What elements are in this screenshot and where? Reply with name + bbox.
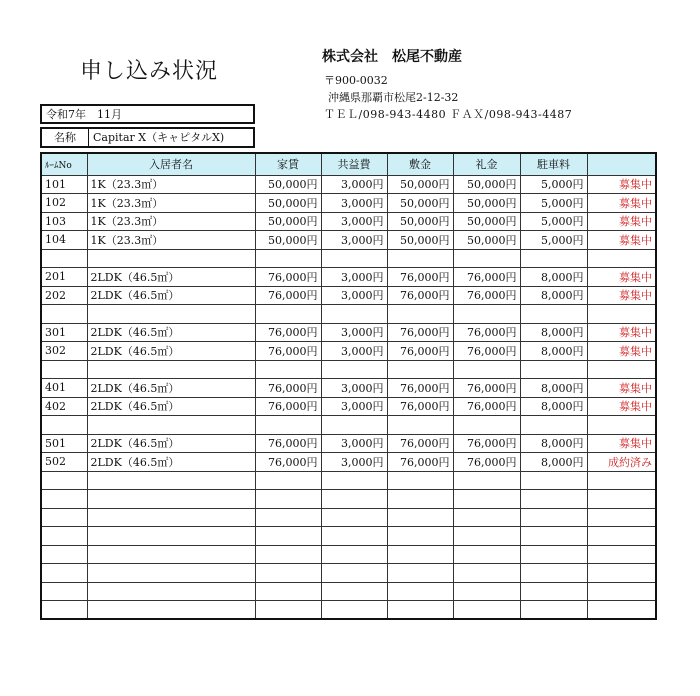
cell-tenant: 2LDK（46.5㎡） xyxy=(87,323,255,342)
cell-room-no: 401 xyxy=(41,379,87,398)
cell-key-money: 50,000円 xyxy=(453,231,520,250)
cell-status xyxy=(587,490,656,509)
table-row xyxy=(41,379,656,398)
cell-rent xyxy=(255,545,321,564)
header-rent: 家賃 xyxy=(255,153,321,175)
cell-rent: 50,000円 xyxy=(255,194,321,213)
cell-common-fee xyxy=(321,601,387,620)
cell-tenant xyxy=(87,545,255,564)
cell-status xyxy=(587,508,656,527)
cell-deposit: 76,000円 xyxy=(387,453,453,472)
cell-common-fee: 3,000円 xyxy=(321,175,387,194)
cell-status: 募集中 xyxy=(587,434,656,453)
cell-room-no: 301 xyxy=(41,323,87,342)
cell-tenant: 1K（23.3㎡） xyxy=(87,194,255,213)
cell-deposit: 76,000円 xyxy=(387,379,453,398)
cell-deposit: 50,000円 xyxy=(387,231,453,250)
table-row xyxy=(41,194,656,213)
cell-parking xyxy=(520,564,587,583)
cell-key-money xyxy=(453,471,520,490)
table-row xyxy=(41,360,656,379)
cell-key-money: 76,000円 xyxy=(453,286,520,305)
cell-rent xyxy=(255,508,321,527)
cell-room-no: 302 xyxy=(41,342,87,361)
cell-parking xyxy=(520,471,587,490)
cell-status xyxy=(587,527,656,546)
cell-deposit: 76,000円 xyxy=(387,268,453,287)
cell-room-no: 402 xyxy=(41,397,87,416)
company-postal: 〒900-0032 xyxy=(324,74,388,87)
cell-status xyxy=(587,360,656,379)
cell-tenant xyxy=(87,601,255,620)
cell-parking xyxy=(520,490,587,509)
table-row xyxy=(41,323,656,342)
cell-common-fee xyxy=(321,564,387,583)
cell-rent xyxy=(255,305,321,324)
cell-status: 募集中 xyxy=(587,342,656,361)
cell-common-fee xyxy=(321,416,387,435)
cell-common-fee: 3,000円 xyxy=(321,231,387,250)
cell-deposit xyxy=(387,545,453,564)
cell-tenant xyxy=(87,305,255,324)
cell-common-fee xyxy=(321,305,387,324)
cell-room-no: 201 xyxy=(41,268,87,287)
table-row xyxy=(41,471,656,490)
cell-parking: 5,000円 xyxy=(520,212,587,231)
cell-parking xyxy=(520,601,587,620)
cell-tenant: 1K（23.3㎡） xyxy=(87,212,255,231)
cell-deposit: 76,000円 xyxy=(387,323,453,342)
table-row xyxy=(41,508,656,527)
cell-rent xyxy=(255,527,321,546)
cell-room-no xyxy=(41,360,87,379)
cell-room-no: 501 xyxy=(41,434,87,453)
cell-rent: 76,000円 xyxy=(255,434,321,453)
cell-status: 募集中 xyxy=(587,212,656,231)
cell-status xyxy=(587,601,656,620)
cell-parking xyxy=(520,305,587,324)
cell-key-money xyxy=(453,490,520,509)
cell-parking xyxy=(520,416,587,435)
cell-parking xyxy=(520,545,587,564)
cell-tenant xyxy=(87,508,255,527)
cell-room-no: 502 xyxy=(41,453,87,472)
cell-status: 募集中 xyxy=(587,397,656,416)
cell-key-money: 76,000円 xyxy=(453,323,520,342)
cell-parking xyxy=(520,527,587,546)
cell-tenant xyxy=(87,527,255,546)
cell-parking: 8,000円 xyxy=(520,323,587,342)
cell-common-fee xyxy=(321,508,387,527)
cell-tenant xyxy=(87,360,255,379)
cell-parking: 8,000円 xyxy=(520,397,587,416)
cell-tenant xyxy=(87,490,255,509)
cell-common-fee: 3,000円 xyxy=(321,212,387,231)
cell-status: 募集中 xyxy=(587,286,656,305)
cell-key-money: 76,000円 xyxy=(453,453,520,472)
cell-common-fee xyxy=(321,490,387,509)
cell-status: 募集中 xyxy=(587,379,656,398)
cell-room-no xyxy=(41,527,87,546)
cell-deposit xyxy=(387,305,453,324)
cell-rent xyxy=(255,249,321,268)
table-row xyxy=(41,212,656,231)
table-row xyxy=(41,342,656,361)
cell-parking: 8,000円 xyxy=(520,286,587,305)
cell-rent xyxy=(255,471,321,490)
cell-tenant: 2LDK（46.5㎡） xyxy=(87,268,255,287)
table-row xyxy=(41,564,656,583)
cell-rent xyxy=(255,416,321,435)
header-parking: 駐車料 xyxy=(520,153,587,175)
table-row xyxy=(41,268,656,287)
cell-room-no xyxy=(41,416,87,435)
cell-key-money xyxy=(453,527,520,546)
table-row xyxy=(41,527,656,546)
cell-key-money: 76,000円 xyxy=(453,342,520,361)
cell-common-fee xyxy=(321,249,387,268)
header-tenant: 入居者名 xyxy=(87,153,255,175)
cell-status xyxy=(587,305,656,324)
cell-status xyxy=(587,416,656,435)
cell-rent: 76,000円 xyxy=(255,323,321,342)
table-row xyxy=(41,305,656,324)
table-row xyxy=(41,231,656,250)
cell-parking xyxy=(520,508,587,527)
cell-rent: 76,000円 xyxy=(255,342,321,361)
property-name-label: 名称 xyxy=(42,129,89,146)
cell-key-money xyxy=(453,545,520,564)
cell-room-no: 102 xyxy=(41,194,87,213)
table-row xyxy=(41,490,656,509)
page-title: 申し込み状況 xyxy=(80,59,219,84)
cell-room-no xyxy=(41,508,87,527)
table-row xyxy=(41,416,656,435)
cell-status: 募集中 xyxy=(587,231,656,250)
cell-rent: 76,000円 xyxy=(255,453,321,472)
table-row xyxy=(41,434,656,453)
cell-deposit xyxy=(387,527,453,546)
cell-key-money xyxy=(453,508,520,527)
cell-tenant: 2LDK（46.5㎡） xyxy=(87,286,255,305)
cell-key-money xyxy=(453,305,520,324)
cell-parking: 8,000円 xyxy=(520,342,587,361)
cell-common-fee: 3,000円 xyxy=(321,379,387,398)
cell-rent xyxy=(255,601,321,620)
cell-key-money: 50,000円 xyxy=(453,175,520,194)
vacancy-table xyxy=(40,152,657,620)
cell-tenant: 2LDK（46.5㎡） xyxy=(87,434,255,453)
cell-room-no xyxy=(41,601,87,620)
cell-room-no: 101 xyxy=(41,175,87,194)
cell-key-money: 50,000円 xyxy=(453,212,520,231)
header-key-money: 礼金 xyxy=(453,153,520,175)
cell-parking xyxy=(520,360,587,379)
cell-common-fee: 3,000円 xyxy=(321,286,387,305)
cell-common-fee: 3,000円 xyxy=(321,323,387,342)
cell-parking: 8,000円 xyxy=(520,434,587,453)
cell-tenant xyxy=(87,249,255,268)
table-row xyxy=(41,397,656,416)
cell-common-fee xyxy=(321,360,387,379)
cell-room-no: 103 xyxy=(41,212,87,231)
cell-deposit: 76,000円 xyxy=(387,342,453,361)
cell-rent: 76,000円 xyxy=(255,286,321,305)
table-row xyxy=(41,453,656,472)
cell-tenant: 2LDK（46.5㎡） xyxy=(87,342,255,361)
cell-rent xyxy=(255,360,321,379)
cell-rent: 76,000円 xyxy=(255,397,321,416)
cell-deposit: 76,000円 xyxy=(387,397,453,416)
header-status xyxy=(587,153,656,175)
cell-status xyxy=(587,564,656,583)
cell-parking: 5,000円 xyxy=(520,231,587,250)
cell-key-money xyxy=(453,360,520,379)
cell-rent xyxy=(255,582,321,601)
cell-status: 募集中 xyxy=(587,175,656,194)
cell-key-money: 76,000円 xyxy=(453,268,520,287)
cell-key-money: 50,000円 xyxy=(453,194,520,213)
property-name-value: Capitar X（キャピタルX) xyxy=(93,131,225,144)
cell-parking: 5,000円 xyxy=(520,175,587,194)
cell-common-fee: 3,000円 xyxy=(321,342,387,361)
cell-room-no xyxy=(41,249,87,268)
cell-tenant xyxy=(87,471,255,490)
property-name-box xyxy=(40,127,255,148)
cell-common-fee xyxy=(321,545,387,564)
table-row xyxy=(41,286,656,305)
table-row xyxy=(41,545,656,564)
cell-rent: 50,000円 xyxy=(255,175,321,194)
cell-status xyxy=(587,249,656,268)
cell-key-money xyxy=(453,249,520,268)
cell-common-fee: 3,000円 xyxy=(321,194,387,213)
company-name: 株式会社 松尾不動産 xyxy=(322,49,462,65)
table-header-row xyxy=(41,153,656,175)
header-deposit: 敷金 xyxy=(387,153,453,175)
cell-parking: 8,000円 xyxy=(520,268,587,287)
cell-room-no: 104 xyxy=(41,231,87,250)
table-row xyxy=(41,249,656,268)
cell-parking: 5,000円 xyxy=(520,194,587,213)
cell-rent: 76,000円 xyxy=(255,268,321,287)
cell-deposit xyxy=(387,360,453,379)
cell-key-money xyxy=(453,416,520,435)
cell-room-no xyxy=(41,564,87,583)
cell-room-no xyxy=(41,490,87,509)
cell-status xyxy=(587,545,656,564)
cell-room-no xyxy=(41,305,87,324)
cell-room-no xyxy=(41,545,87,564)
cell-key-money xyxy=(453,601,520,620)
cell-deposit xyxy=(387,249,453,268)
cell-deposit: 76,000円 xyxy=(387,434,453,453)
cell-parking: 8,000円 xyxy=(520,453,587,472)
cell-room-no xyxy=(41,582,87,601)
cell-status: 募集中 xyxy=(587,268,656,287)
cell-room-no: 202 xyxy=(41,286,87,305)
cell-deposit xyxy=(387,490,453,509)
cell-tenant: 2LDK（46.5㎡） xyxy=(87,453,255,472)
cell-key-money: 76,000円 xyxy=(453,397,520,416)
cell-status: 募集中 xyxy=(587,194,656,213)
cell-tenant xyxy=(87,564,255,583)
company-address: 沖縄県那覇市松尾2-12-32 xyxy=(328,91,459,104)
header-common-fee: 共益費 xyxy=(321,153,387,175)
header-room-no: ﾙｰﾑNo xyxy=(41,153,87,175)
cell-parking xyxy=(520,249,587,268)
cell-deposit: 76,000円 xyxy=(387,286,453,305)
cell-rent xyxy=(255,490,321,509)
cell-deposit xyxy=(387,564,453,583)
cell-status: 募集中 xyxy=(587,323,656,342)
cell-parking xyxy=(520,582,587,601)
cell-status xyxy=(587,471,656,490)
table-row xyxy=(41,582,656,601)
cell-common-fee: 3,000円 xyxy=(321,434,387,453)
cell-rent: 50,000円 xyxy=(255,212,321,231)
cell-deposit xyxy=(387,601,453,620)
cell-tenant: 2LDK（46.5㎡） xyxy=(87,397,255,416)
cell-room-no xyxy=(41,471,87,490)
cell-common-fee xyxy=(321,582,387,601)
cell-deposit: 50,000円 xyxy=(387,175,453,194)
cell-tenant: 1K（23.3㎡） xyxy=(87,175,255,194)
cell-parking: 8,000円 xyxy=(520,379,587,398)
cell-rent: 50,000円 xyxy=(255,231,321,250)
cell-key-money: 76,000円 xyxy=(453,379,520,398)
cell-rent xyxy=(255,564,321,583)
cell-rent: 76,000円 xyxy=(255,379,321,398)
company-contact: ＴＥＬ/098-943-4480 ＦＡＸ/098-943-4487 xyxy=(324,108,573,121)
cell-deposit xyxy=(387,582,453,601)
date-box: 令和7年 11月 xyxy=(40,104,255,124)
cell-deposit xyxy=(387,471,453,490)
cell-common-fee: 3,000円 xyxy=(321,268,387,287)
cell-key-money: 76,000円 xyxy=(453,434,520,453)
cell-tenant: 1K（23.3㎡） xyxy=(87,231,255,250)
cell-tenant: 2LDK（46.5㎡） xyxy=(87,379,255,398)
cell-status xyxy=(587,582,656,601)
cell-common-fee: 3,000円 xyxy=(321,397,387,416)
cell-deposit xyxy=(387,508,453,527)
cell-common-fee xyxy=(321,527,387,546)
cell-tenant xyxy=(87,416,255,435)
cell-status: 成約済み xyxy=(587,453,656,472)
cell-deposit: 50,000円 xyxy=(387,212,453,231)
cell-tenant xyxy=(87,582,255,601)
table-row xyxy=(41,175,656,194)
cell-common-fee xyxy=(321,471,387,490)
cell-deposit: 50,000円 xyxy=(387,194,453,213)
cell-common-fee: 3,000円 xyxy=(321,453,387,472)
cell-key-money xyxy=(453,564,520,583)
table-row xyxy=(41,601,656,620)
cell-deposit xyxy=(387,416,453,435)
cell-key-money xyxy=(453,582,520,601)
